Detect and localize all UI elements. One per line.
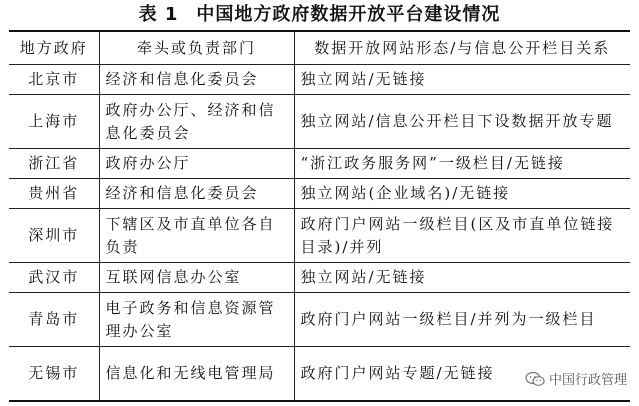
- cell-city: 深圳市: [9, 209, 99, 263]
- table-row: [9, 209, 630, 263]
- table-row: [9, 65, 630, 95]
- header-form: 数据开放网站形态/与信息公开栏目关系: [294, 31, 630, 65]
- cell-form: 政府门户网站一级栏目(区及市直单位链接目录)/并列: [294, 209, 630, 263]
- table-row: [9, 149, 630, 179]
- table-row: [9, 95, 630, 149]
- table-row: [9, 293, 630, 347]
- header-dept: 牵头或负责部门: [99, 31, 294, 65]
- cell-dept: 下辖区及市直单位各自负责: [99, 209, 294, 263]
- cell-city: 武汉市: [9, 263, 99, 293]
- header-city: 地方政府: [9, 31, 99, 65]
- cell-city: 贵州省: [9, 179, 99, 209]
- table-title: [0, 4, 639, 26]
- table-title-text: 中国地方政府数据开放平台建设情况: [196, 4, 501, 25]
- cell-form: 独立网站(企业域名)/无链接: [294, 179, 630, 209]
- table-number: 表 1: [138, 4, 179, 25]
- data-table: [9, 30, 630, 402]
- watermark-text: 中国行政管理: [548, 373, 627, 388]
- cell-dept: 政府办公厅、经济和信息化委员会: [99, 95, 294, 149]
- cell-city: 青岛市: [9, 293, 99, 347]
- cell-city: 无锡市: [9, 347, 99, 401]
- cell-form: “浙江政务服务网”一级栏目/无链接: [294, 149, 630, 179]
- cell-city: 北京市: [9, 65, 99, 95]
- cell-form: 独立网站/无链接: [294, 65, 630, 95]
- header-row: [9, 31, 630, 65]
- table-row: [9, 179, 630, 209]
- watermark: [523, 369, 629, 388]
- cell-city: 浙江省: [9, 149, 99, 179]
- cell-form: 政府门户网站专题/无链接: [294, 347, 630, 401]
- cell-city: 上海市: [9, 95, 99, 149]
- table-row: [9, 263, 630, 293]
- cell-form: 独立网站/信息公开栏目下设数据开放专题: [294, 95, 630, 149]
- cell-dept: 经济和信息化委员会: [99, 65, 294, 95]
- cell-dept: 经济和信息化委员会: [99, 179, 294, 209]
- cell-form: 独立网站/无链接: [294, 263, 630, 293]
- cell-dept: 电子政务和信息资源管理办公室: [99, 293, 294, 347]
- wechat-icon: [525, 371, 545, 387]
- cell-dept: 互联网信息办公室: [99, 263, 294, 293]
- cell-dept: 信息化和无线电管理局: [99, 347, 294, 401]
- cell-dept: 政府办公厅: [99, 149, 294, 179]
- cell-form: 政府门户网站一级栏目/并列为一级栏目: [294, 293, 630, 347]
